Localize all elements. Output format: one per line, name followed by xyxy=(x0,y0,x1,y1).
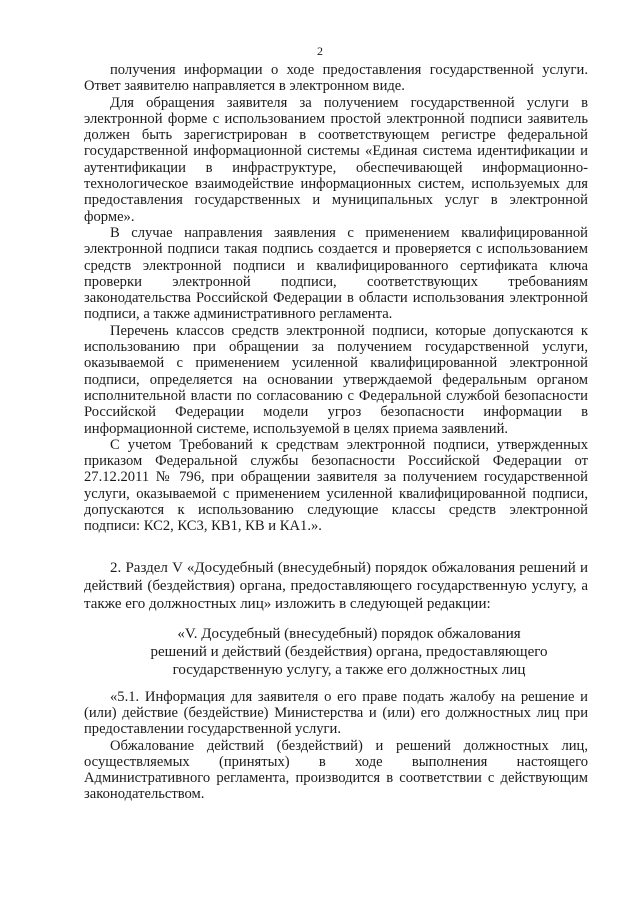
section-heading-line: решений и действий (бездействия) органа, предоставляющего xyxy=(150,643,548,660)
paragraph: Перечень классов средств электронной подписи, которые допускаются к использованию при обращении за получением государственной услуги, оказываемой с применением усиленной квалифицированной электронной подписи, определяется на основании утверждаемой федеральным органом исполнительной власти по согласованию с Федеральной службой безопасности Российской Федерации модели угроз безопасности информации в информационной системе, используемой в целях приема заявлений. xyxy=(84,322,588,437)
paragraph: В случае направления заявления с применением квалифицированной электронной подписи такая подпись создается и проверяется с использованием средств электронной подписи и квалифицированного сертификата ключа проверки электронной подписи, соответствующих требованиям законодательства Российской Федерации в области использования электронной подписи, а также административного регламента. xyxy=(84,224,588,323)
amendment-paragraph: 2. Раздел V «Досудебный (внесудебный) порядок обжалования решений и действий (бездействия) органа, предоставляющего государственную услугу, а также его должностных лиц» изложить в следующей редакции: xyxy=(84,559,588,612)
paragraph: «5.1. Информация для заявителя о его праве подать жалобу на решение и (или) действие (бездействие) Министерства и (или) его должностных лиц при предоставлении государственной услуги. xyxy=(84,688,588,738)
spacer xyxy=(84,679,588,689)
document-body xyxy=(84,62,588,803)
paragraph: Для обращения заявителя за получением государственной услуги в электронной форме с использованием простой электронной подписи заявитель должен быть зарегистрирован в соответствующем регистре федеральной государственной информационной системы «Единая система идентификации и аутентификации в инфраструктуре, обеспечивающей информационно-технологическое взаимодействие информационных систем, используемых для предоставления государственных и муниципальных услуг в электронной форме». xyxy=(84,94,588,225)
section-heading xyxy=(84,625,588,679)
section-heading-line: государственную услугу, а также его должностных лиц xyxy=(172,661,526,678)
paragraph: С учетом Требований к средствам электронной подписи, утвержденных приказом Федеральной службы безопасности Российской Федерации от 27.12.2011 № 796, при обращении заявителя за получением государственной услуги, оказываемой с применением усиленной квалифицированной подписи, допускаются к использованию следующие классы средств электронной подписи: КС2, КС3, КВ1, КВ и КА1.». xyxy=(84,436,588,535)
section-heading-line: «V. Досудебный (внесудебный) порядок обжалования xyxy=(177,625,521,642)
page-number: 2 xyxy=(317,44,323,58)
spacer xyxy=(84,535,588,559)
spacer xyxy=(84,613,588,625)
paragraph: получения информации о ходе предоставления государственной услуги. Ответ заявителю направляется в электронном виде. xyxy=(84,62,588,95)
paragraph: Обжалование действий (бездействий) и решений должностных лиц, осуществляемых (принятых) в ходе выполнения настоящего Административного регламента, производится в соответствии с действующим законодательством. xyxy=(84,737,588,803)
